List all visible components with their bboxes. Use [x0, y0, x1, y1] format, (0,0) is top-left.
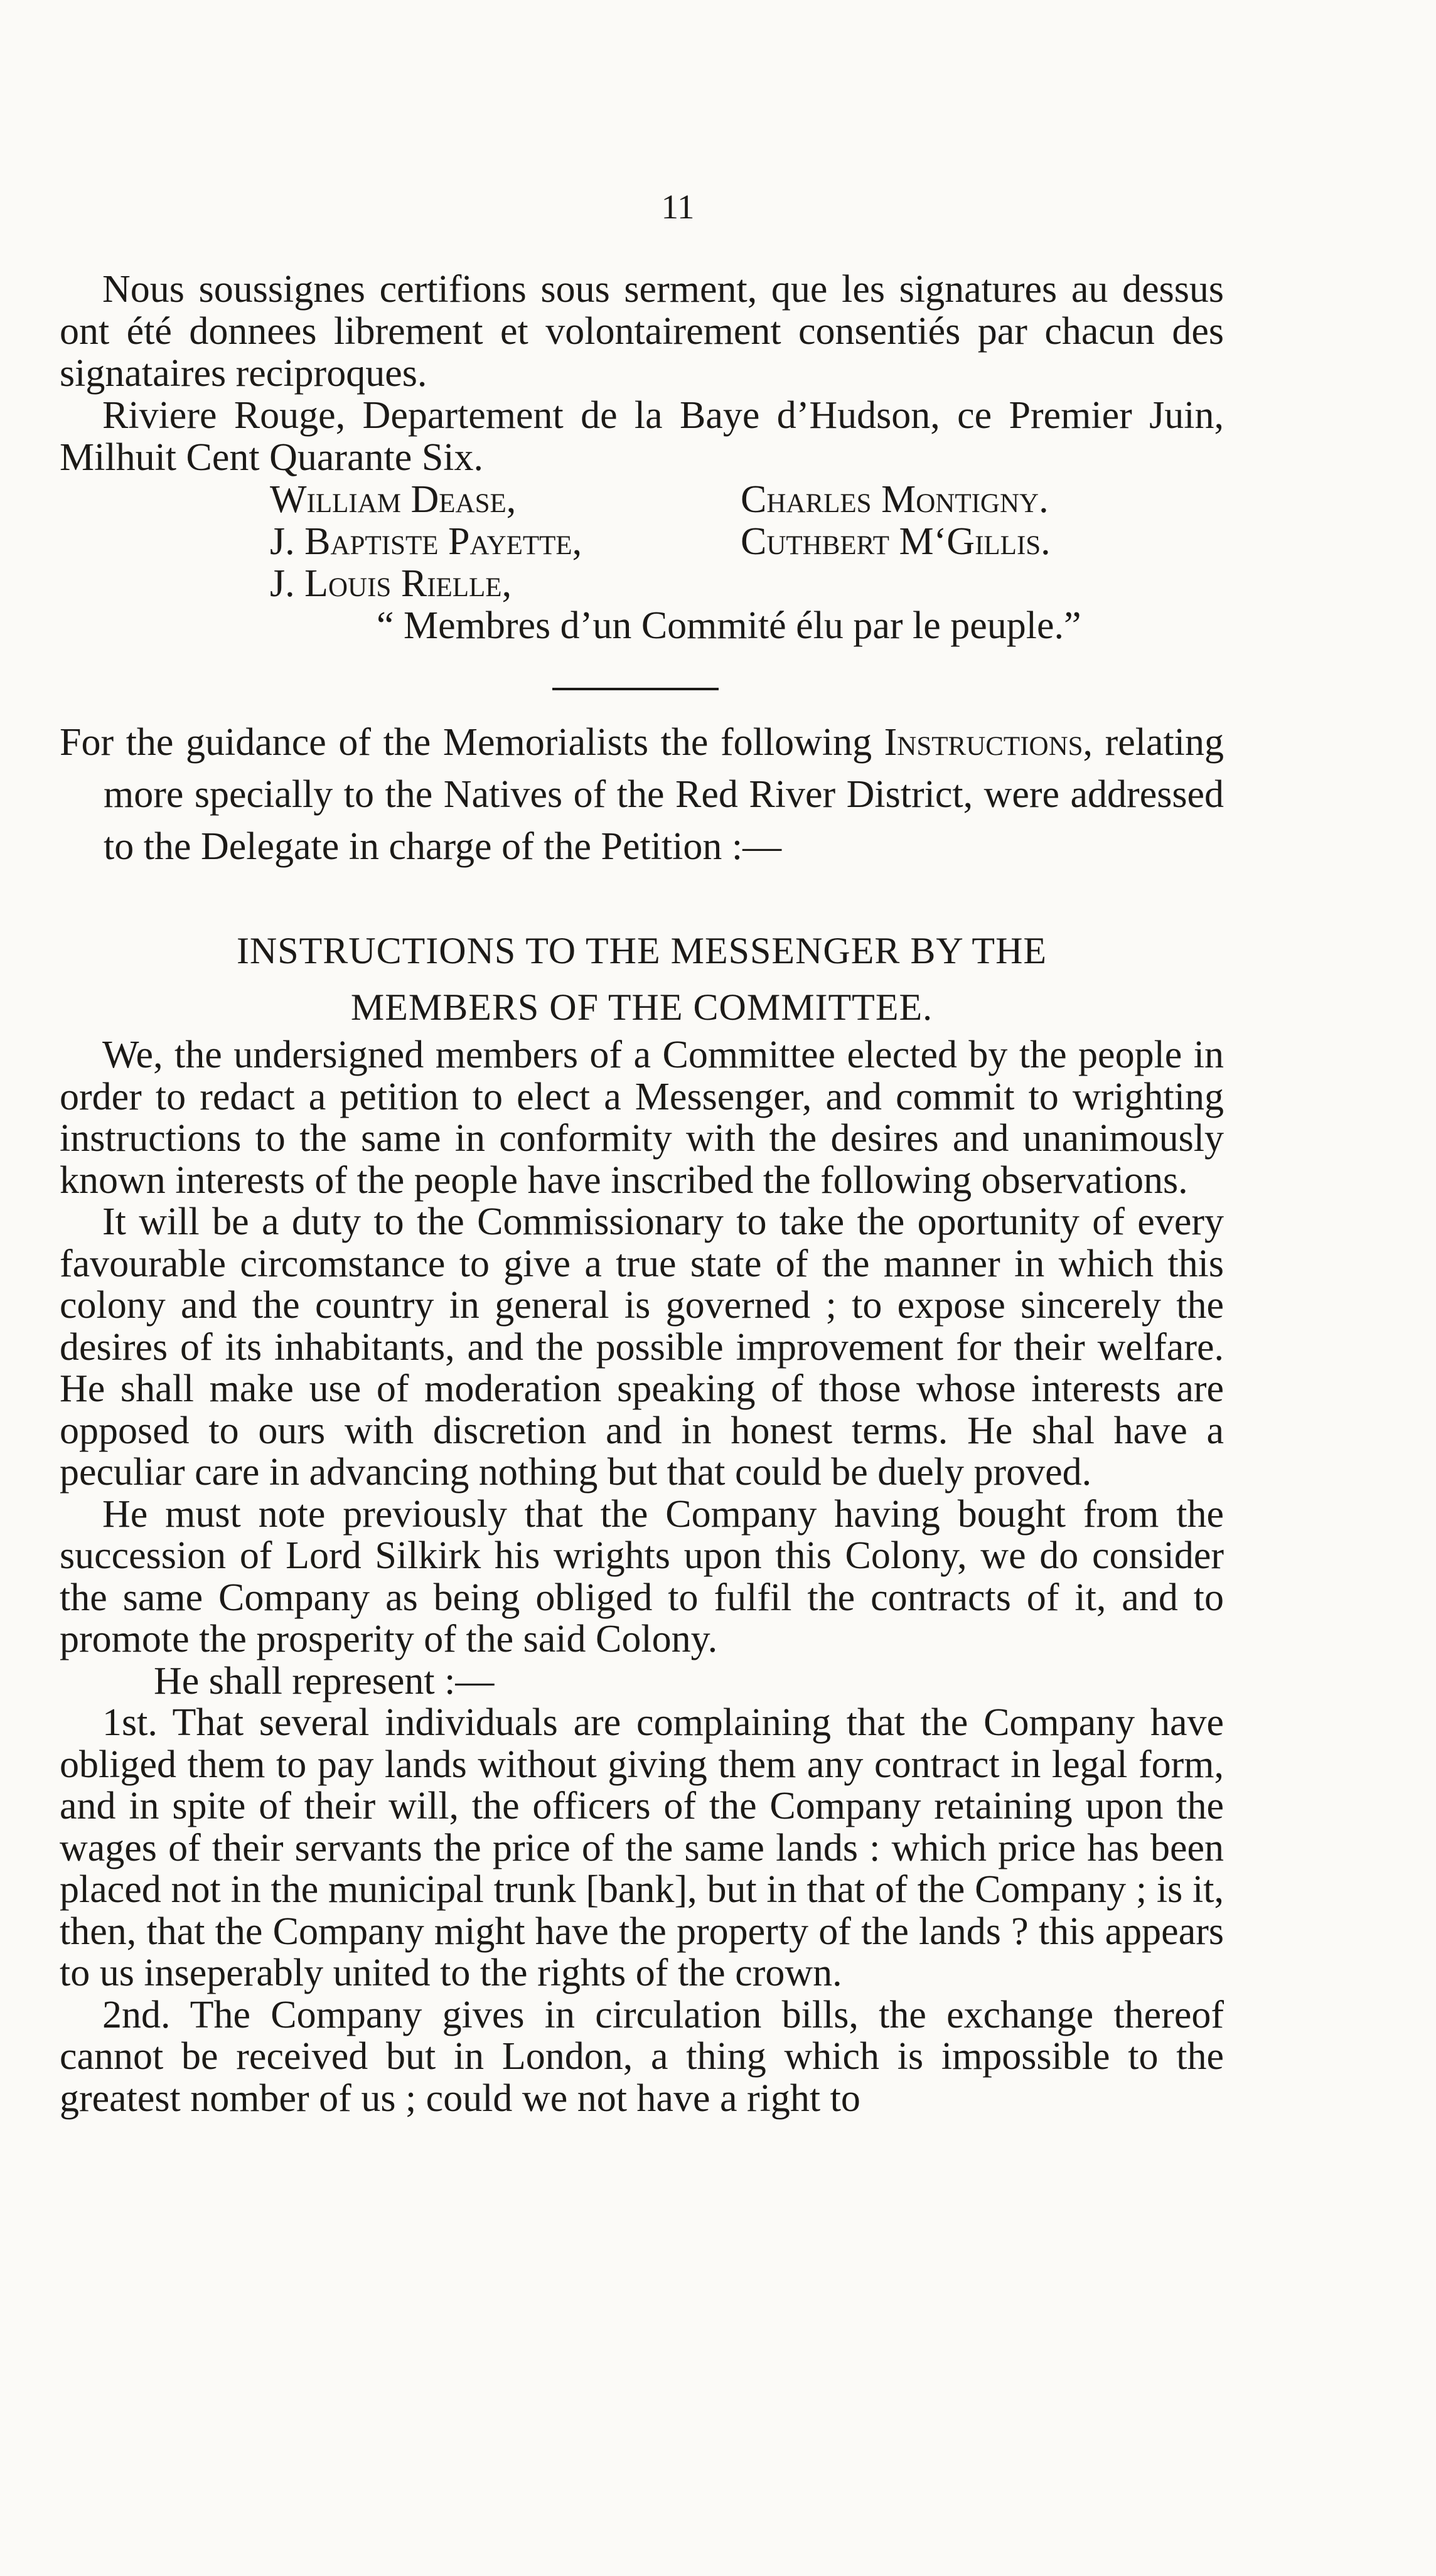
committee-note: “ Membres d’un Commité élu par le peuple.”	[377, 604, 1081, 647]
guidance-paragraph	[60, 717, 1224, 873]
paragraph: 1st. That several individuals are complaining that the Company have obliged them to pay lands without giving them any contract in legal form, and in spite of their will, the officers of the Company retaining upon the wages of their servants the price of the same lands : which price has been placed not in the municipal trunk [bank], but in that of the Company ; is it, then, that the Company might have the property of the lands ? this appears to us inseperably united to the rights of the crown.	[60, 1701, 1224, 1994]
place-date: Riviere Rouge, Departement de la Baye d’Hudson, ce Premier Juin, Milhuit Cent Quarante Six.	[60, 394, 1224, 479]
signatory-name: J. Baptiste Payette,	[270, 520, 582, 563]
paragraph: He shall represent :—	[154, 1659, 495, 1702]
signatory-row	[60, 563, 1224, 605]
guidance-emphasis: Instructions,	[884, 721, 1093, 764]
paragraph: We, the undersigned members of a Committee elected by the people in order to redact a petition to elect a Messenger, and commit to wrighting instructions to the same in conformity with the desires and unanimously known interests of the people have inscribed the following observations.	[60, 1034, 1224, 1202]
signatory-name	[741, 563, 1224, 605]
guidance-text-end: relating more specially to the Natives of the Red River District, were addressed to the Delegate in charge of the Petition :—	[104, 721, 1224, 868]
signatory-row	[60, 479, 1224, 521]
certification-block	[60, 269, 1224, 647]
section-divider	[552, 688, 719, 690]
heading-line-2: MEMBERS OF THE COMMITTEE.	[350, 986, 933, 1028]
signatory-name: William Dease,	[270, 478, 517, 521]
paragraph: It will be a duty to the Commissionary to take the oportunity of every favourable circomstance to give a true state of the manner in which this colony and the country in general is governed ; to expose sincerely the desires of its inhabitants, and the possible improvement for their welfare. He shall make use of moderation speaking of those whose interests are opposed to ours with discretion and in honest terms. He shal have a peculiar care in advancing nothing but that could be duely proved.	[60, 1200, 1224, 1494]
certification-text: Nous soussignes certifions sous serment, que les signatures au dessus ont été donnees librement et volontairement consentiés par chacun des signataires reciproques.	[60, 268, 1224, 395]
section-heading	[60, 922, 1224, 1035]
heading-line-1: INSTRUCTIONS TO THE MESSENGER BY THE	[236, 930, 1048, 971]
signatory-row	[60, 521, 1224, 563]
page-number: 11	[661, 188, 695, 226]
signatory-name: Cuthbert M‘Gillis.	[741, 520, 1051, 563]
guidance-text-start: For the guidance of the Memorialists the following	[60, 721, 884, 764]
paragraph: 2nd. The Company gives in circulation bills, the exchange thereof cannot be received but in London, a thing which is impossible to the greatest nomber of us ; could we not have a right to	[60, 1993, 1224, 2120]
paragraph: He must note previously that the Company having bought from the succession of Lord Silkirk his wrights upon this Colony, we do consider the same Company as being obliged to fulfil the contracts of it, and to promote the prosperity of the said Colony.	[60, 1492, 1224, 1660]
signatory-name: Charles Montigny.	[741, 478, 1049, 521]
instructions-body	[60, 1034, 1224, 2119]
signatory-name: J. Louis Rielle,	[270, 562, 512, 605]
